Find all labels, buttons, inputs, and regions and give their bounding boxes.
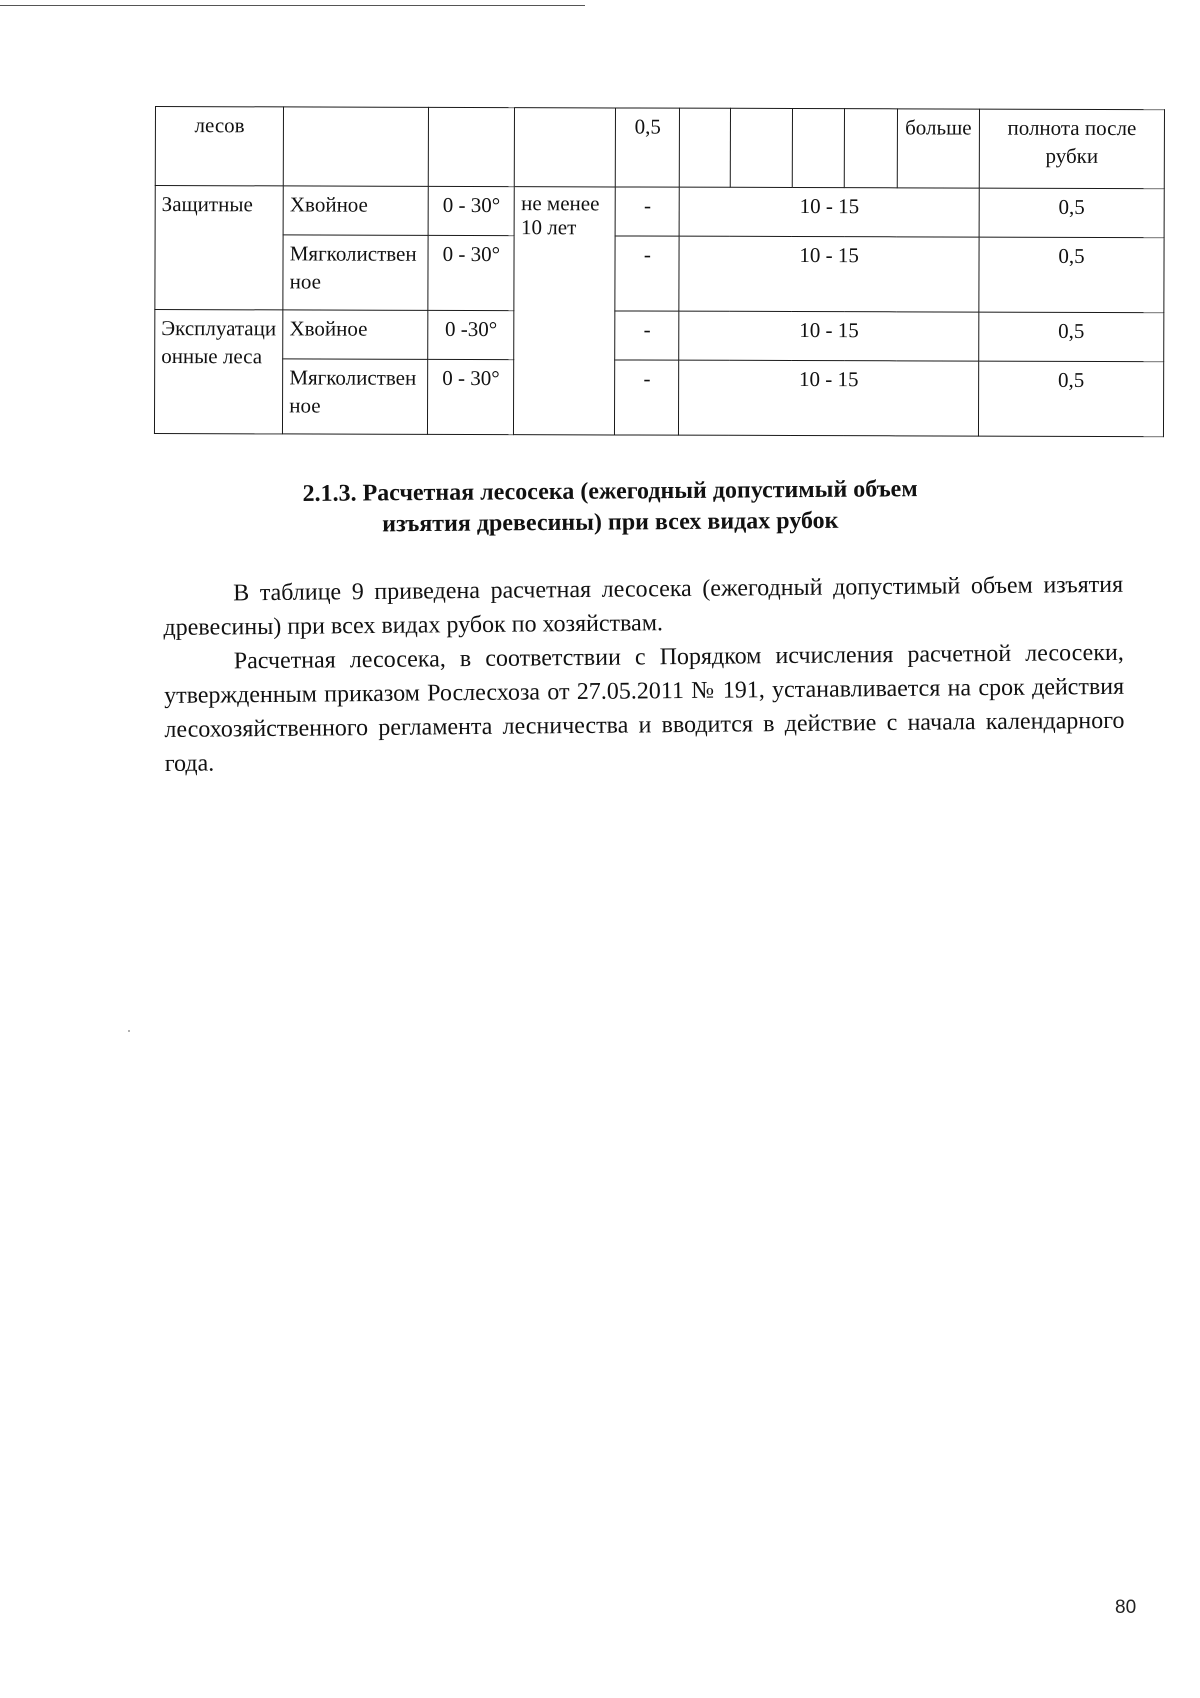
page-number: 80 xyxy=(1115,1597,1137,1618)
cell-slope: 0 - 30° xyxy=(428,359,514,434)
paragraph-2: Расчетная лесосека, в соответствии с Порядком исчисления расчетной лесосеки, утвержденным приказом Рослесхоза от 27.05.2011 № 191, устанавливается на срок действия лесохозяйственного регламента лесничества и вводится в действие с начала календарного года. xyxy=(164,639,1125,777)
table-header-row xyxy=(155,107,1164,189)
header-cell-empty xyxy=(730,108,792,187)
cell-species: Хвойное xyxy=(283,186,428,235)
scan-edge-line xyxy=(0,5,585,6)
cell-dash: - xyxy=(615,187,679,236)
header-cell-empty xyxy=(680,108,731,187)
header-cell-empty xyxy=(845,109,898,188)
table-row xyxy=(155,186,1164,238)
header-cell-more: больше xyxy=(897,109,979,188)
cell-species: Мягколиственное xyxy=(283,359,428,434)
cell-dash: - xyxy=(615,236,679,311)
cell-slope: 0 -30° xyxy=(428,310,514,359)
section-heading xyxy=(170,473,1050,542)
cell-range: 10 - 15 xyxy=(679,236,979,312)
header-cell-empty xyxy=(283,107,428,186)
cell-density: 0,5 xyxy=(978,361,1163,437)
cell-density: 0,5 xyxy=(979,188,1164,238)
header-cell-value: 0,5 xyxy=(616,108,680,187)
cell-forest-type: Эксплуатационные леса xyxy=(154,310,283,434)
heading-line-2: изъятия древесины) при всех видах рубок xyxy=(382,507,839,538)
table-row xyxy=(155,310,1164,362)
section-body xyxy=(163,568,1125,781)
cell-dash: - xyxy=(615,360,679,435)
cell-slope: 0 - 30° xyxy=(428,235,514,310)
forest-cutting-table xyxy=(154,106,1165,437)
cell-range: 10 - 15 xyxy=(680,187,980,237)
cell-slope: 0 - 30° xyxy=(428,186,514,235)
header-cell-empty xyxy=(428,107,514,186)
cell-range: 10 - 15 xyxy=(679,311,979,361)
cell-density: 0,5 xyxy=(979,312,1164,362)
paragraph-1: В таблице 9 приведена расчетная лесосека (ежегодный допустимый объем изъятия древесины) при всех видах рубок по хозяйствам. xyxy=(163,571,1124,641)
header-cell-density-after: полнота после рубки xyxy=(979,109,1164,189)
cell-period: не менее 10 лет xyxy=(514,187,616,435)
cell-species: Хвойное xyxy=(283,310,428,359)
cell-species: Мягколиственное xyxy=(283,235,428,310)
cell-density: 0,5 xyxy=(979,237,1164,313)
cell-forest-type: Защитные xyxy=(155,186,284,310)
table-row xyxy=(154,359,1163,437)
scan-speck xyxy=(128,1030,130,1032)
header-cell-empty xyxy=(792,109,845,188)
cell-range: 10 - 15 xyxy=(679,360,979,436)
header-cell-empty xyxy=(515,108,616,187)
header-cell-forests: лесов xyxy=(155,107,283,186)
table xyxy=(154,106,1165,437)
heading-line-1: 2.1.3. Расчетная лесосека (ежегодный допустимый объем xyxy=(302,476,918,507)
table-row xyxy=(155,235,1164,313)
cell-dash: - xyxy=(615,311,679,360)
